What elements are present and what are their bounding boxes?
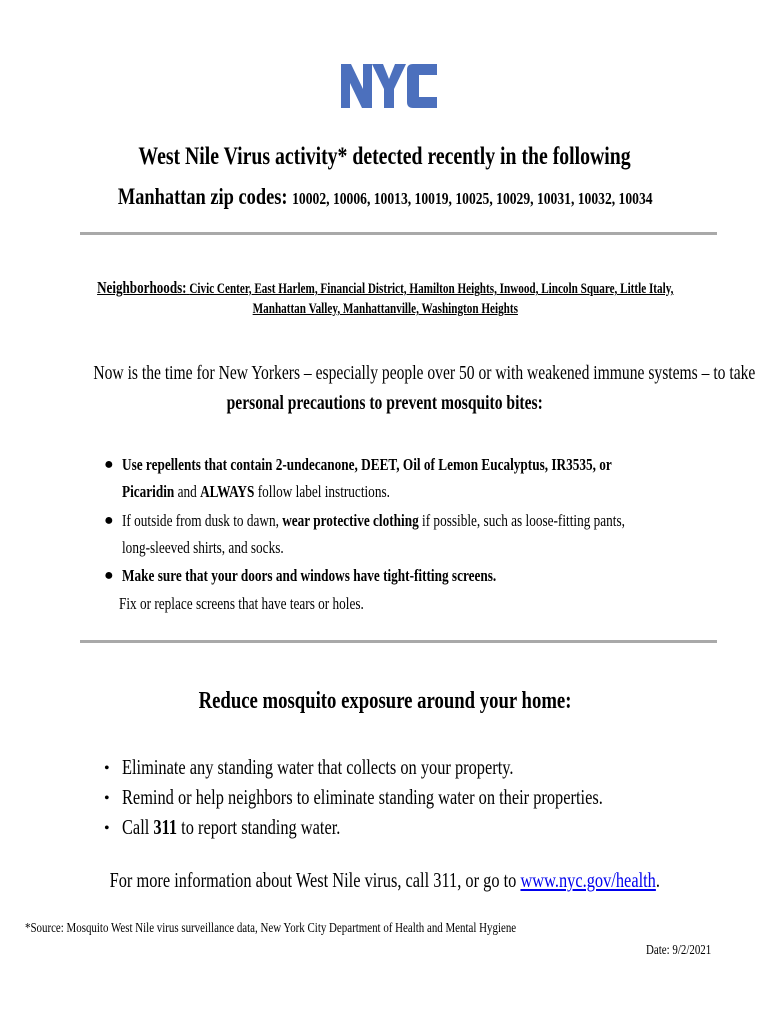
home-section-title: Reduce mosquito exposure around your home:: [198, 688, 572, 714]
more-info: For more information about West Nile virus, call 311, or go to www.nyc.gov/health.: [109, 868, 661, 892]
nyc-logo: [341, 63, 438, 109]
precaution-3-line-2: Fix or replace screens that have tears or holes.: [119, 594, 364, 613]
bullet-icon: ●: [104, 456, 114, 473]
bullet-icon: •: [104, 820, 110, 837]
home-item-3: Call 311 to report standing water.: [122, 815, 341, 839]
source-note: *Source: Mosquito West Nile virus surveillance data, New York City Department of Health and Mental Hygiene: [25, 921, 517, 936]
zip-codes: 10002, 10006, 10013, 10019, 10025, 10029, 10031, 10032, 10034: [291, 189, 653, 208]
divider: [80, 232, 717, 235]
precaution-3-line-1: Make sure that your doors and windows have tight-fitting screens.: [122, 566, 497, 585]
health-link[interactable]: www.nyc.gov/health: [520, 868, 657, 892]
intro-line-1: Now is the time for New Yorkers – especially people over 50 or with weakened immune systems – to take: [93, 362, 756, 384]
date: Date: 9/2/2021: [646, 943, 712, 958]
neighborhoods-label: Neighborhoods:: [96, 278, 187, 297]
neighborhoods-list-2: Manhattan Valley, Manhattanville, Washington Heights: [252, 301, 518, 317]
title-line-2: [0, 184, 770, 210]
bullet-icon: ●: [104, 567, 114, 584]
precaution-1-line-2: Picaridin and ALWAYS follow label instructions.: [122, 482, 390, 501]
bullet-icon: •: [104, 790, 110, 807]
neighborhoods-list-1: Civic Center, East Harlem, Financial District, Hamilton Heights, Inwood, Lincoln Square, Little Italy,: [189, 281, 674, 297]
bullet-icon: •: [104, 760, 110, 777]
home-item-2: Remind or help neighbors to eliminate standing water on their properties.: [122, 785, 603, 809]
neighborhoods-line-2: [0, 301, 770, 318]
divider: [80, 640, 717, 643]
bullet-icon: ●: [104, 512, 114, 529]
zip-label: Manhattan zip codes:: [117, 184, 288, 209]
precaution-1-line-1: Use repellents that contain 2-undecanone, DEET, Oil of Lemon Eucalyptus, IR3535, or: [122, 455, 612, 474]
neighborhoods-line-1: [0, 278, 770, 298]
precaution-2-line-1: If outside from dusk to dawn, wear protective clothing if possible, such as loose-fitting pants,: [122, 511, 625, 530]
title-line-1: West Nile Virus activity* detected recently in the following: [138, 143, 632, 170]
intro-line-2: personal precautions to prevent mosquito bites:: [226, 392, 544, 414]
precaution-2-line-2: long-sleeved shirts, and socks.: [122, 538, 284, 557]
home-item-1: Eliminate any standing water that collects on your property.: [122, 755, 514, 779]
